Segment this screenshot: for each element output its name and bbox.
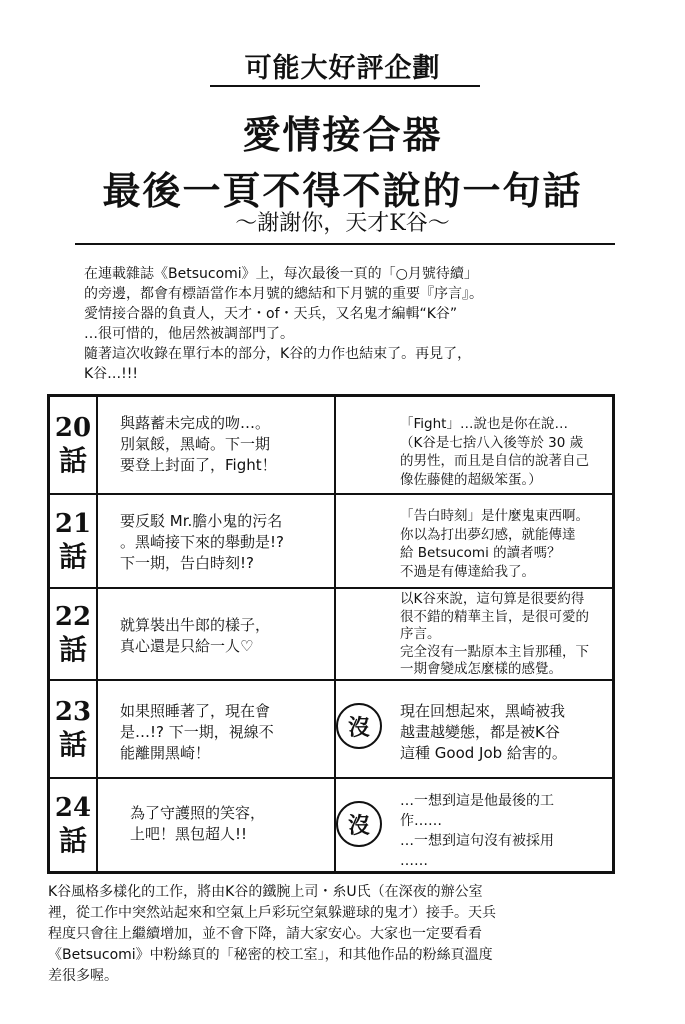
tagline-line: 下一期，告白時刻!? <box>120 554 254 572</box>
chapter-number-cell <box>50 397 98 493</box>
page-subtitle: ～謝謝你，天才K谷～ <box>235 211 450 236</box>
comment-line: 「告白時刻」是什麼鬼東西啊。 <box>400 508 589 524</box>
tagline-cell <box>120 701 325 764</box>
intro-line: 的旁邊，都會有標語當作本月號的總結和下月號的重要『序言』。 <box>84 286 483 302</box>
tagline-cell <box>130 803 335 845</box>
comment-line: 很不錯的精華主旨，是很可愛的 <box>400 608 589 625</box>
comment-cell <box>400 591 610 679</box>
chapter-number: 23 <box>54 697 92 727</box>
tagline-line: 是…!? 下一期，視線不 <box>120 723 274 741</box>
comment-line: 不過是有傳達給我了。 <box>400 563 535 580</box>
comment-cell <box>400 415 610 489</box>
chapter-word: 話 <box>58 728 87 761</box>
chapter-number: 21 <box>54 509 92 539</box>
chapter-number: 22 <box>54 602 92 632</box>
header-underline <box>210 85 480 87</box>
comment-line: 的男性，而且是自信的說著自己 <box>400 453 589 469</box>
tagline-line: 就算裝出牛郎的樣子， <box>120 616 271 634</box>
tagline-cell <box>120 413 325 476</box>
column-divider <box>334 397 336 493</box>
column-divider <box>334 495 336 587</box>
comment-line: （K谷是七捨八入後等於 30 歲 <box>400 434 584 451</box>
chapter-number: 20 <box>54 413 92 443</box>
comment-cell <box>400 701 605 764</box>
footer-paragraph <box>48 882 628 987</box>
comment-line: …… <box>400 853 428 869</box>
comment-cell <box>400 791 605 871</box>
footer-line: K谷風格多樣化的工作，將由K谷的鐵腕上司・糸U氏（在深夜的辦公室 <box>48 884 483 900</box>
rejected-stamp-icon: 沒 <box>336 801 382 847</box>
page-title-line2: 最後一頁不得不說的一句話 <box>102 169 583 213</box>
tagline-line: 上吧！黑包超人!! <box>130 825 248 843</box>
chapter-word: 話 <box>58 540 87 573</box>
header-label: 可能大好評企劃 <box>244 53 441 84</box>
footer-line: 裡，從工作中突然站起來和空氣上戶彩玩空氣躲避球的鬼才）接手。天兵 <box>48 905 496 921</box>
comment-line: 給 Betsucomi 的讀者嗎？ <box>400 545 561 561</box>
table-row <box>50 779 612 871</box>
tagline-line: 如果照睡著了，現在會 <box>120 702 271 720</box>
intro-paragraph <box>84 264 604 384</box>
tagline-line: 要登上封面了，Fight！ <box>120 456 277 474</box>
comment-line: 「Fight」…說也是你在說… <box>400 416 568 432</box>
comment-line: 越畫越變態，都是被K谷 <box>400 723 560 741</box>
comment-line: 像佐藤健的超級笨蛋。） <box>400 471 542 488</box>
subtitle-underline <box>75 243 615 245</box>
comment-line: 你以為打出夢幻感，就能傳達 <box>400 526 576 543</box>
tagline-line: 與蕗蓄未完成的吻…。 <box>120 414 271 432</box>
comment-line: 一期會變成怎麼樣的感覺。 <box>400 661 562 677</box>
comment-line: 現在回想起來，黑崎被我 <box>400 702 566 720</box>
intro-line: K谷…!!! <box>84 366 139 382</box>
footer-line: 《Betsucomi》中粉絲頁的「秘密的校工室」，和其他作品的粉絲頁溫度 <box>48 947 493 963</box>
tagline-line: 為了守護照的笑容， <box>130 804 266 822</box>
chapter-number: 24 <box>54 793 92 823</box>
comment-line: …一想到這句沒有被採用 <box>400 833 554 849</box>
chapter-table <box>47 394 615 874</box>
chapter-word: 話 <box>58 824 87 857</box>
chapter-number-cell <box>50 495 98 587</box>
column-divider <box>334 589 336 679</box>
comment-line: …一想到這是他最後的工 <box>400 793 554 809</box>
comment-cell <box>400 507 610 581</box>
intro-line: 隨著這次收錄在單行本的部分，K谷的力作也結束了。再見了， <box>84 346 472 362</box>
comment-line: 這種 Good Job 給害的。 <box>400 744 567 762</box>
rejected-stamp-icon: 沒 <box>336 703 382 749</box>
chapter-word: 話 <box>58 633 87 666</box>
comment-line: 完全沒有一點原本主旨那種，下 <box>400 643 589 660</box>
tagline-cell <box>120 511 325 574</box>
tagline-line: 要反駁 Mr.膽小鬼的污名 <box>120 512 283 530</box>
table-row <box>50 681 612 779</box>
page-title: 愛情接合器 <box>242 113 443 157</box>
comment-line: 以K谷來說，這句算是很要約得 <box>400 591 585 607</box>
tagline-line: 能離開黑崎！ <box>120 744 211 762</box>
table-row <box>50 589 612 681</box>
tagline-cell <box>120 615 325 657</box>
tagline-line: 真心還是只給一人♡ <box>120 637 254 655</box>
comment-line: 作…… <box>400 813 442 829</box>
intro-line: 在連載雜誌《Betsucomi》上，每次最後一頁的「○月號待續」 <box>84 266 478 282</box>
chapter-number-cell <box>50 779 98 871</box>
footer-line: 程度只會往上繼續增加，並不會下降，請大家安心。大家也一定要看看 <box>48 926 482 942</box>
chapter-word: 話 <box>58 444 87 477</box>
footer-line: 差很多喔。 <box>48 968 118 984</box>
tagline-line: 別氣餒，黑崎。下一期 <box>120 435 271 453</box>
table-row <box>50 397 612 495</box>
chapter-number-cell <box>50 681 98 777</box>
comment-line: 序言。 <box>400 626 441 642</box>
tagline-line: 。黑崎接下來的舉動是!? <box>120 533 284 551</box>
intro-line: 愛情接合器的負責人，天才・of・天兵，又名鬼才編輯“K谷” <box>84 306 458 322</box>
chapter-number-cell <box>50 589 98 679</box>
intro-line: …很可惜的，他居然被調部門了。 <box>84 326 294 342</box>
table-row <box>50 495 612 589</box>
